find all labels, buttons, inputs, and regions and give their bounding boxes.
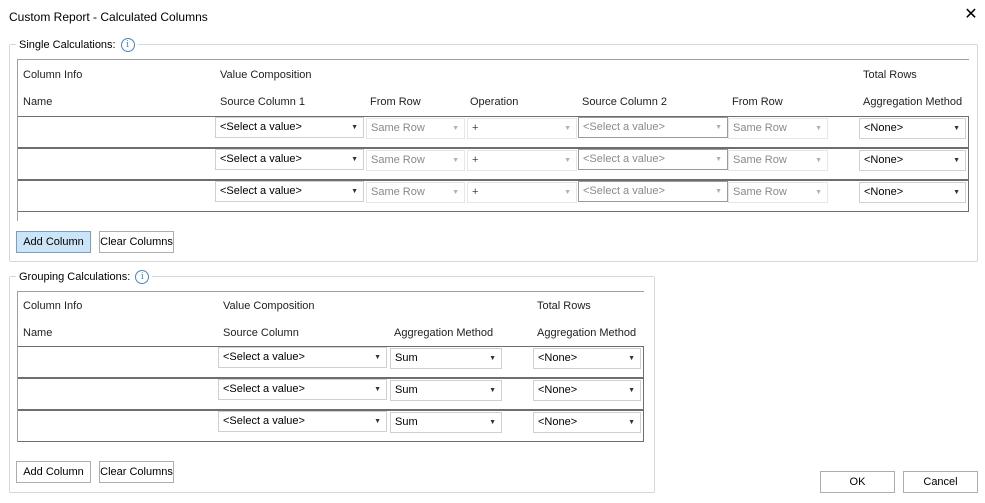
single-header-aggregation-method: Aggregation Method (863, 96, 963, 108)
grouping-calculations-table (17, 346, 644, 442)
source-column-1-dropdown[interactable]: <Select a value> ▼ (215, 149, 364, 170)
from-row-1-dropdown[interactable]: Same Row ▼ (366, 150, 465, 171)
info-icon[interactable]: i (121, 38, 135, 52)
ok-button[interactable]: OK (820, 471, 895, 493)
single-calculations-legend (16, 38, 138, 52)
chevron-down-icon: ▼ (628, 355, 635, 362)
source-column-dropdown[interactable]: <Select a value> ▼ (218, 411, 387, 432)
grouping-clear-columns-button[interactable]: Clear Columns (99, 461, 174, 483)
source-column-dropdown[interactable]: <Select a value> ▼ (218, 379, 387, 400)
single-header-source-column-2: Source Column 2 (582, 96, 667, 108)
grouping-header-column-info: Column Info (23, 300, 83, 312)
table-row (17, 410, 644, 442)
aggregation-method-dropdown[interactable]: Sum ▼ (390, 348, 502, 369)
chevron-down-icon: ▼ (564, 157, 571, 164)
chevron-down-icon: ▼ (489, 355, 496, 362)
chevron-down-icon: ▼ (374, 418, 381, 425)
source-column-1-dropdown[interactable]: <Select a value> ▼ (215, 181, 364, 202)
aggregation-method-dropdown[interactable]: <None> ▼ (859, 150, 966, 171)
grouping-header-top-line (17, 291, 644, 292)
source-column-dropdown[interactable]: <Select a value> ▼ (218, 347, 387, 368)
chevron-down-icon: ▼ (715, 156, 722, 163)
chevron-down-icon: ▼ (374, 354, 381, 361)
cancel-button[interactable]: Cancel (903, 471, 978, 493)
chevron-down-icon: ▼ (953, 189, 960, 196)
single-header-from-row-1: From Row (370, 96, 421, 108)
chevron-down-icon: ▼ (351, 124, 358, 131)
grouping-header-source-column: Source Column (223, 327, 299, 339)
single-calculations-table (17, 116, 969, 212)
table-row (17, 116, 969, 148)
chevron-down-icon: ▼ (452, 157, 459, 164)
single-calculations-label: Single Calculations: (19, 39, 116, 51)
chevron-down-icon: ▼ (715, 124, 722, 131)
from-row-2-dropdown[interactable]: Same Row ▼ (728, 118, 828, 139)
chevron-down-icon: ▼ (628, 387, 635, 394)
grouping-header-total-aggregation-method: Aggregation Method (537, 327, 637, 339)
grouping-header-aggregation-method: Aggregation Method (394, 327, 494, 339)
single-clear-columns-button[interactable]: Clear Columns (99, 231, 174, 253)
chevron-down-icon: ▼ (489, 419, 496, 426)
single-header-column-info: Column Info (23, 69, 83, 81)
window-title: Custom Report - Calculated Columns (9, 10, 208, 24)
total-aggregation-method-dropdown[interactable]: <None> ▼ (533, 412, 641, 433)
chevron-down-icon: ▼ (374, 386, 381, 393)
source-column-1-dropdown[interactable]: <Select a value> ▼ (215, 117, 364, 138)
chevron-down-icon: ▼ (715, 188, 722, 195)
aggregation-method-dropdown[interactable]: Sum ▼ (390, 412, 502, 433)
single-header-operation: Operation (470, 96, 519, 108)
chevron-down-icon: ▼ (564, 189, 571, 196)
aggregation-method-dropdown[interactable]: <None> ▼ (859, 182, 966, 203)
chevron-down-icon: ▼ (815, 157, 822, 164)
operation-dropdown[interactable]: + ▼ (467, 118, 577, 139)
grouping-header-name: Name (23, 327, 53, 339)
aggregation-method-dropdown[interactable]: <None> ▼ (859, 118, 966, 139)
chevron-down-icon: ▼ (564, 125, 571, 132)
single-header-name: Name (23, 96, 53, 108)
chevron-down-icon: ▼ (489, 387, 496, 394)
grouping-header-total-rows: Total Rows (537, 300, 591, 312)
grouping-calculations-label: Grouping Calculations: (19, 271, 131, 283)
total-aggregation-method-dropdown[interactable]: <None> ▼ (533, 348, 641, 369)
operation-dropdown[interactable]: + ▼ (467, 182, 577, 203)
chevron-down-icon: ▼ (628, 419, 635, 426)
single-header-source-column-1: Source Column 1 (220, 96, 305, 108)
operation-dropdown[interactable]: + ▼ (467, 150, 577, 171)
aggregation-method-dropdown[interactable]: Sum ▼ (390, 380, 502, 401)
from-row-2-dropdown[interactable]: Same Row ▼ (728, 150, 828, 171)
chevron-down-icon: ▼ (351, 188, 358, 195)
total-aggregation-method-dropdown[interactable]: <None> ▼ (533, 380, 641, 401)
chevron-down-icon: ▼ (953, 125, 960, 132)
grouping-header-value-composition: Value Composition (223, 300, 315, 312)
single-add-column-button[interactable]: Add Column (16, 231, 91, 253)
source-column-2-dropdown[interactable]: <Select a value> ▼ (578, 117, 728, 138)
source-column-2-dropdown[interactable]: <Select a value> ▼ (578, 149, 728, 170)
chevron-down-icon: ▼ (452, 189, 459, 196)
table-row (17, 378, 644, 410)
grouping-table-left-border (17, 291, 18, 442)
single-header-value-composition: Value Composition (220, 69, 312, 81)
grouping-calculations-legend (16, 270, 152, 284)
grouping-add-column-button[interactable]: Add Column (16, 461, 91, 483)
from-row-2-dropdown[interactable]: Same Row ▼ (728, 182, 828, 203)
table-row (17, 148, 969, 180)
single-header-top-line (17, 59, 969, 60)
table-row (17, 180, 969, 212)
chevron-down-icon: ▼ (815, 189, 822, 196)
chevron-down-icon: ▼ (452, 125, 459, 132)
from-row-1-dropdown[interactable]: Same Row ▼ (366, 182, 465, 203)
chevron-down-icon: ▼ (815, 125, 822, 132)
source-column-2-dropdown[interactable]: <Select a value> ▼ (578, 181, 728, 202)
chevron-down-icon: ▼ (351, 156, 358, 163)
info-icon[interactable]: i (135, 270, 149, 284)
chevron-down-icon: ▼ (953, 157, 960, 164)
table-row (17, 346, 644, 378)
close-icon[interactable]: ✕ (964, 6, 978, 23)
single-table-left-border (17, 59, 18, 221)
from-row-1-dropdown[interactable]: Same Row ▼ (366, 118, 465, 139)
single-header-from-row-2: From Row (732, 96, 783, 108)
single-header-total-rows: Total Rows (863, 69, 917, 81)
